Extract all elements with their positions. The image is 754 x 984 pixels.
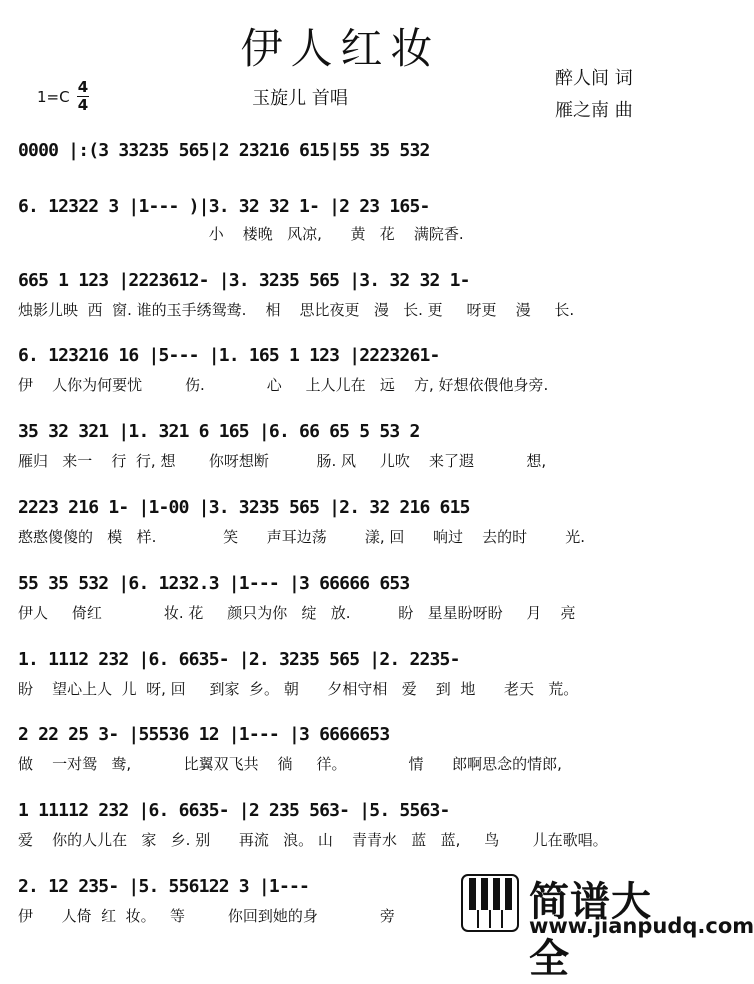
lyrics-row: 盼 望心上人 儿 呀, 回 到家 乡。 朝 夕相守相 爱 到 地 老天 荒。 <box>18 680 579 698</box>
notation-row: 665 1 123 |2223612- |3. 3235 565 |3. 32 32 1- <box>18 270 470 291</box>
notation-row: 6. 123216 16 |5--- |1. 165 1 123 |2223261- <box>18 345 450 366</box>
lyrics-row: 小 楼晚 风凉, 黄 花 满院香. <box>18 225 464 243</box>
notation-row: 55 35 532 |6. 1232.3 |1--- |3 66666 653 <box>18 573 420 594</box>
time-signature-bottom: 4 <box>77 96 89 114</box>
notation-row: 6. 12322 3 |1--- )|3. 32 32 1- |2 23 165- <box>18 196 440 217</box>
logo-text: 简谱大全 <box>529 879 652 982</box>
notation-row: 1 11112 232 |6. 6635- |2 235 563- |5. 5563- <box>18 800 460 821</box>
lyricist-credit: 醉人间 词 <box>555 68 633 89</box>
composer-credit: 雁之南 曲 <box>555 100 633 121</box>
notation-row: 1. 1112 232 |6. 6635- |2. 3235 565 |2. 2235- <box>18 649 470 670</box>
lyrics-row: 做 一对鸳 鸯, 比翼双飞共 徜 徉。 情 郎啊思念的情郎, <box>18 755 562 773</box>
lyrics-row: 憨憨傻傻的 模 样. 笑 声耳边荡 漾, 回 响过 去的时 光. <box>18 528 586 546</box>
piano-keys-icon <box>461 874 519 932</box>
notation-row: 35 32 321 |1. 321 6 165 |6. 66 65 5 53 2 <box>18 421 420 442</box>
notation-row: 2. 12 235- |5. 556122 3 |1--- <box>18 876 310 897</box>
notation-row: 2223 216 1- |1-00 |3. 3235 565 |2. 32 216 615 <box>18 497 470 518</box>
lyrics-row: 伊 人你为何要忧 伤. 心 上人儿在 远 方, 好想依偎他身旁. <box>18 376 549 394</box>
key-signature: 1=C <box>37 88 70 106</box>
lyrics-row: 雁归 来一 行 行, 想 你呀想断 肠. 风 儿吹 来了遐 想, <box>18 452 547 470</box>
song-title: 伊人红妆 <box>240 24 441 73</box>
lyrics-row: 伊人 倚红 妆. 花 颜只为你 绽 放. 盼 星星盼呀盼 月 亮 <box>18 604 576 622</box>
notation-row: 0000 |:(3 33235 565|2 23216 615|55 35 532 <box>18 140 430 161</box>
lyrics-row: 爱 你的人儿在 家 乡. 别 再流 浪。 山 青青水 蓝 蓝, 鸟 儿在歌唱。 <box>18 831 608 849</box>
singer-credit: 玉旋儿 首唱 <box>252 88 348 109</box>
time-signature-top: 4 <box>77 78 89 96</box>
lyrics-row: 伊 人倚 红 妆。 等 你回到她的身 旁 <box>18 907 395 925</box>
logo-url: www.jianpudq.com <box>529 914 754 938</box>
site-logo <box>455 868 754 982</box>
lyrics-row: 烛影儿映 西 窗. 谁的玉手绣鸳鸯. 相 思比夜更 漫 长. 更 呀更 漫 长. <box>18 301 575 319</box>
notation-row: 2 22 25 3- |55536 12 |1--- |3 6666653 <box>18 724 400 745</box>
